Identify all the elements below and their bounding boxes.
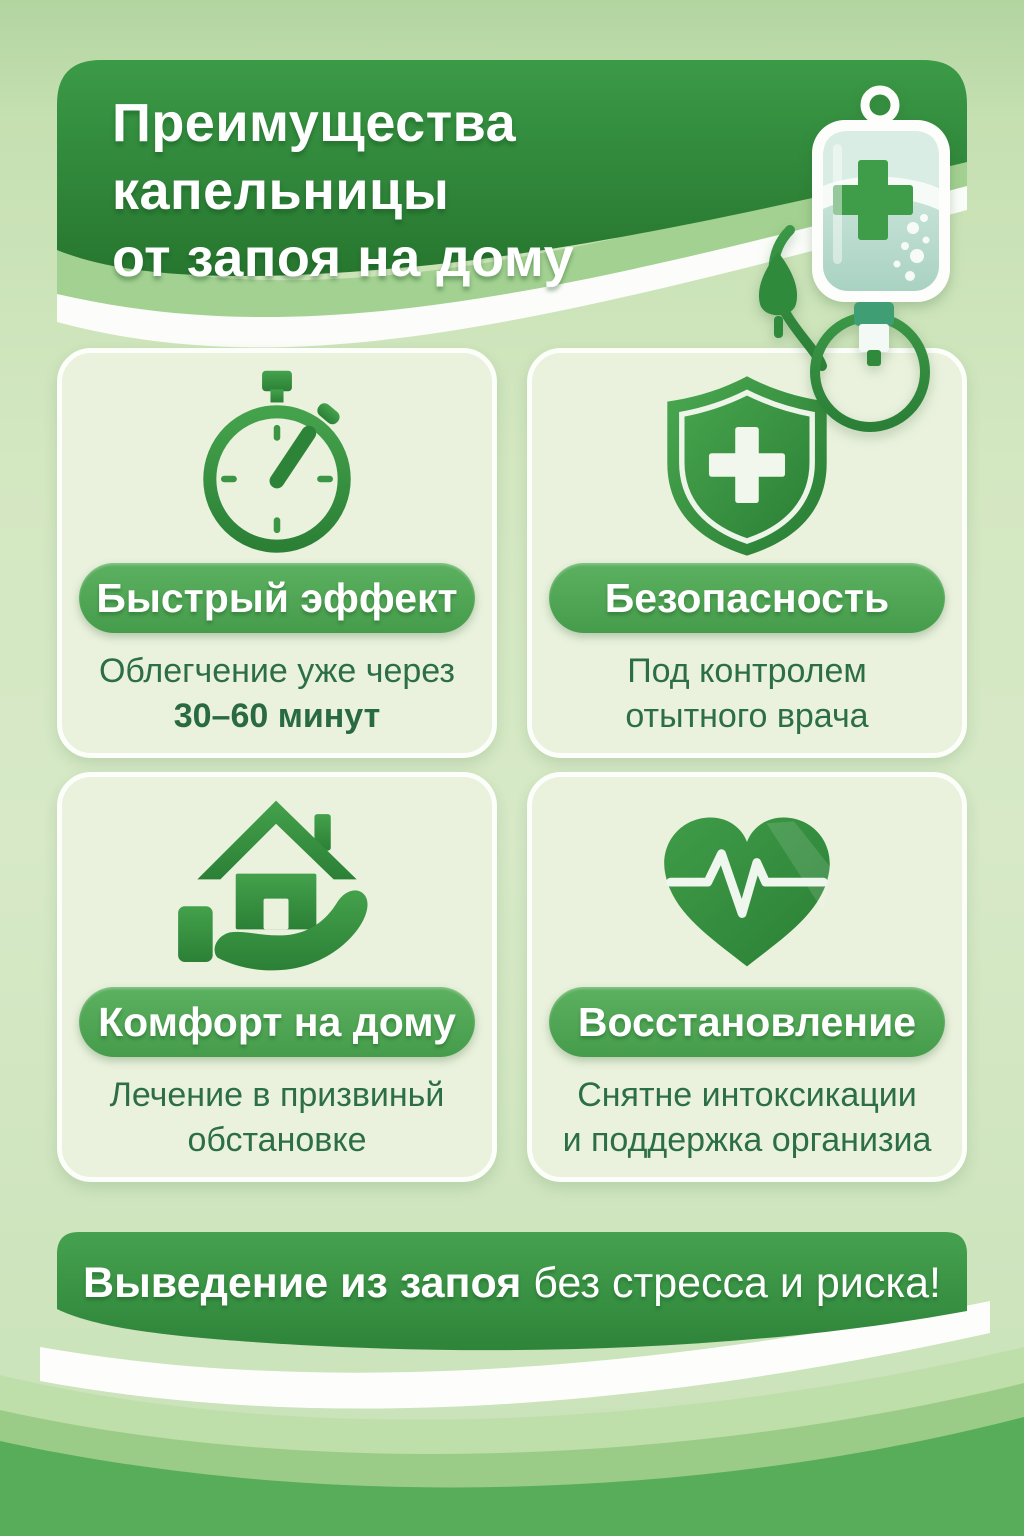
bag-hanger-ring xyxy=(865,90,895,120)
footer-text-regular: без стресса и риска! xyxy=(521,1258,941,1307)
card-title: Восстановление xyxy=(577,998,917,1045)
card-desc-line2: 30–60 минут xyxy=(173,696,381,735)
bag-gloss xyxy=(833,144,842,264)
card-desc-line2: обстановке xyxy=(187,1120,367,1159)
card-desc-line2: отытного врача xyxy=(625,696,869,735)
card-icon-wrap xyxy=(62,791,492,987)
card-description xyxy=(72,649,482,739)
card-icon-wrap xyxy=(532,791,962,987)
drip-drop-stem xyxy=(774,316,783,338)
card-title-pill xyxy=(549,563,945,633)
bag-connector xyxy=(859,324,889,352)
footer-text xyxy=(57,1250,967,1316)
bag-stub xyxy=(867,350,881,366)
card-title: Безопасность xyxy=(604,574,890,621)
card-title: Комфорт на дому xyxy=(98,998,456,1045)
card-title-pill xyxy=(549,987,945,1057)
stopwatch-icon xyxy=(182,367,372,563)
card-desc-line1: Облегчение уже через xyxy=(98,652,456,690)
card-desc-line1: Под контролем xyxy=(627,652,867,690)
card-fast-effect xyxy=(57,348,497,758)
card-description xyxy=(72,1073,482,1163)
card-title-pill xyxy=(79,563,475,633)
card-description xyxy=(542,649,952,739)
card-description xyxy=(542,1073,952,1163)
footer-text-bold: Выведение из запоя xyxy=(83,1258,522,1307)
card-desc-line1: Снятне интоксикации xyxy=(577,1076,917,1114)
page-title-line1: Преимущества капельницы xyxy=(112,93,517,221)
card-icon-wrap xyxy=(62,367,492,563)
bag-port xyxy=(854,302,894,326)
card-title: Быстрый эффект xyxy=(96,574,458,621)
card-desc-line1: Лечение в призвиньй xyxy=(109,1076,445,1114)
card-recovery xyxy=(527,772,967,1182)
heart-pulse-icon xyxy=(649,797,845,981)
card-title-pill xyxy=(79,987,475,1057)
bag-cross-horizontal xyxy=(833,185,913,215)
card-desc-line2: и поддержка организиа xyxy=(562,1120,932,1159)
iv-drip-bag-icon xyxy=(698,78,1008,558)
drip-drop-icon xyxy=(759,252,797,315)
page-title-line2: от запоя на дому xyxy=(112,228,575,288)
house-in-hand-icon xyxy=(168,793,386,985)
card-home-comfort xyxy=(57,772,497,1182)
